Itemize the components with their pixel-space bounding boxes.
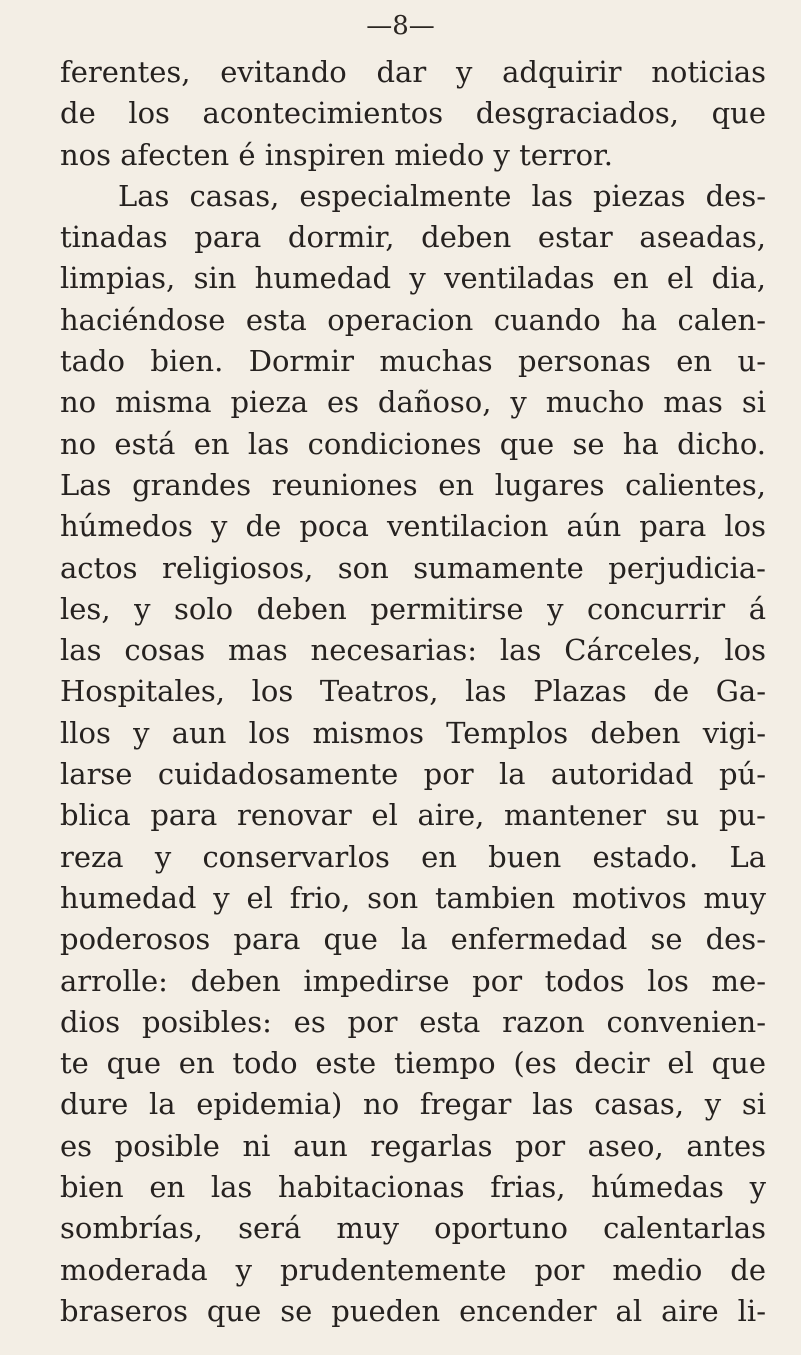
text-line: húmedos y de poca ventilacion aún para los xyxy=(60,509,766,544)
text-line: dios posibles: es por esta razon convenien- xyxy=(60,1004,766,1039)
page-number: —8— xyxy=(366,11,435,41)
text-line: actos religiosos, son sumamente perjudicia- xyxy=(60,550,766,585)
text-line: reza y conservarlos en buen estado. La xyxy=(60,839,766,874)
text-line: blica para renovar el aire, mantener su pu- xyxy=(60,798,766,833)
text-line: tado bien. Dormir muchas personas en u- xyxy=(60,344,766,379)
text-line: limpias, sin humedad y ventiladas en el dia, xyxy=(60,261,766,296)
text-line: Hospitales, los Teatros, las Plazas de Ga- xyxy=(60,674,766,709)
text-line: dure la epidemia) no fregar las casas, y si xyxy=(60,1087,766,1122)
text-line: ferentes, evitando dar y adquirir noticias xyxy=(60,55,766,89)
text-line: te que en todo este tiempo (es decir el que xyxy=(60,1046,766,1081)
text-line: braseros que se pueden encender al aire li- xyxy=(60,1293,766,1328)
text-line: tinadas para dormir, deben estar aseadas, xyxy=(60,220,766,255)
text-line: las cosas mas necesarias: las Cárceles, los xyxy=(60,633,766,668)
text-line: sombrías, será muy oportuno calentarlas xyxy=(60,1211,766,1246)
text-line: no misma pieza es dañoso, y mucho mas si xyxy=(60,385,766,420)
text-line: bien en las habitacionas frias, húmedas y xyxy=(60,1170,766,1205)
text-line: arrolle: deben impedirse por todos los me- xyxy=(60,963,766,998)
text-line: es posible ni aun regarlas por aseo, antes xyxy=(60,1128,766,1163)
text-line: no está en las condiciones que se ha dicho. xyxy=(60,426,766,461)
text-line: de los acontecimientos desgraciados, que xyxy=(60,96,766,131)
text-line: poderosos para que la enfermedad se des- xyxy=(60,922,766,957)
text-line: larse cuidadosamente por la autoridad pú- xyxy=(60,757,766,792)
text-line: Las casas, especialmente las piezas des- xyxy=(118,178,766,213)
text-line: haciéndose esta operacion cuando ha calen- xyxy=(60,302,766,337)
body-text xyxy=(60,52,766,1332)
text-line: humedad y el frio, son tambien motivos muy xyxy=(60,880,766,915)
text-line: llos y aun los mismos Templos deben vigi- xyxy=(60,715,766,750)
text-line: moderada y prudentemente por medio de xyxy=(60,1252,766,1287)
text-line: nos afecten é inspiren miedo y terror. xyxy=(60,137,614,172)
text-line: les, y solo deben permitirse y concurrir á xyxy=(60,591,766,626)
text-line: Las grandes reuniones en lugares calientes, xyxy=(60,467,766,502)
